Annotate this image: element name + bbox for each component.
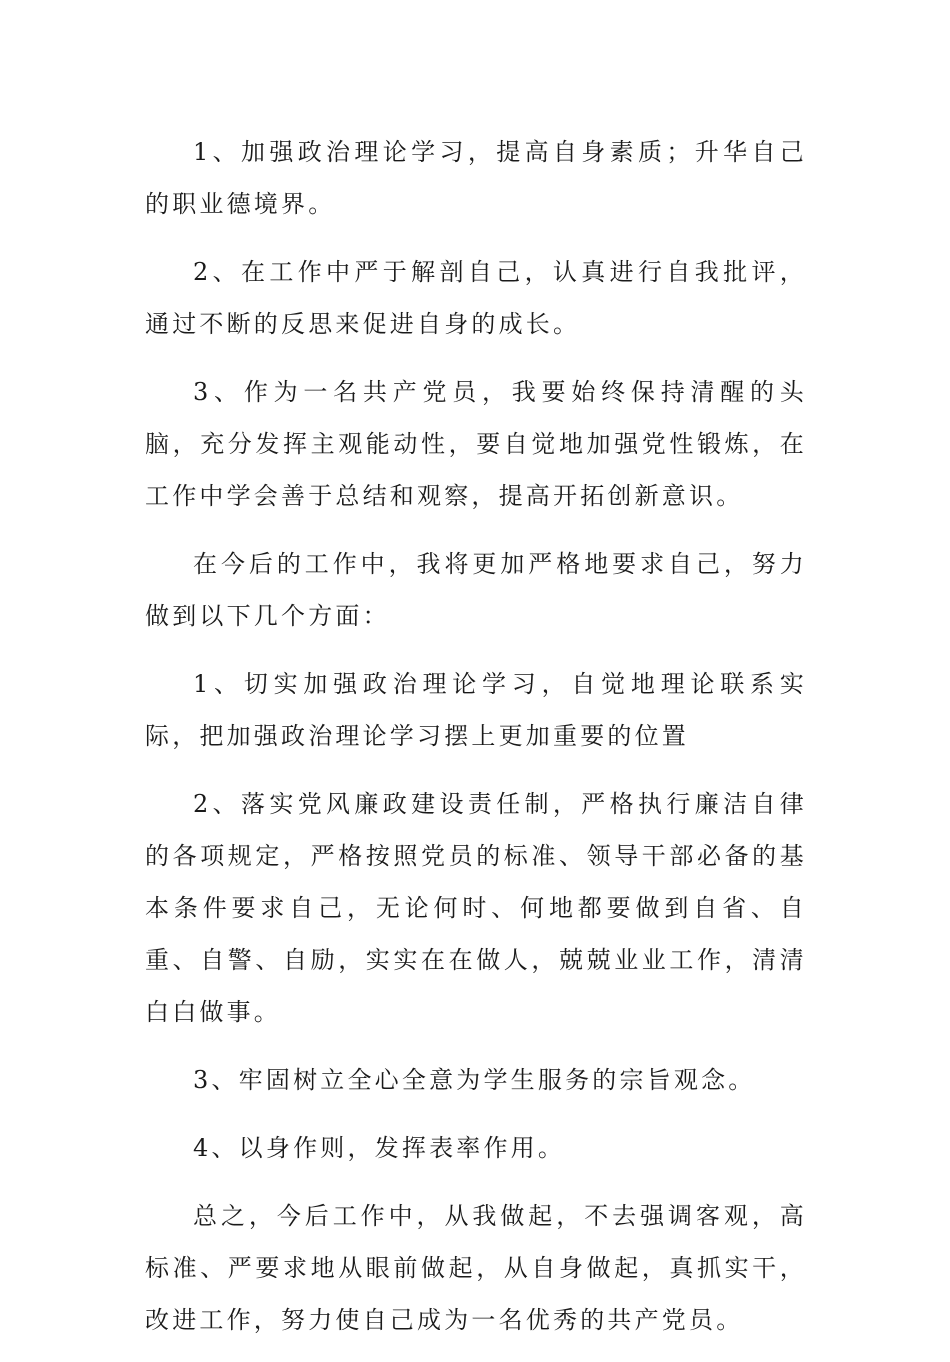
paragraph-future-4: 4、以身作则，发挥表率作用。	[193, 1134, 566, 1162]
paragraph-future-1: 1、切实加强政治理论学习，自觉地理论联系实际，把加强政治理论学习摆上更加重要的位置	[145, 670, 807, 750]
paragraph-intro-future-work: 在今后的工作中，我将更加严格地要求自己，努力做到以下几个方面：	[145, 550, 807, 630]
paragraph-future-2: 2、落实党风廉政建设责任制，严格执行廉洁自律的各项规定，严格按照党员的标准、领导干部必备的基本条件要求自己，无论何时、何地都要做到自省、自重、自警、自励，实实在在做人，兢兢业业工作，清清白白做事。	[145, 790, 807, 1026]
document-body	[145, 126, 807, 1362]
paragraph-future-3: 3、牢固树立全心全意为学生服务的宗旨观念。	[193, 1066, 756, 1094]
paragraph-point-1: 1、加强政治理论学习，提高自身素质；升华自己的职业德境界。	[145, 138, 807, 218]
paragraph-point-2: 2、在工作中严于解剖自己，认真进行自我批评，通过不断的反思来促进自身的成长。	[145, 258, 807, 338]
paragraph-point-3: 3、作为一名共产党员，我要始终保持清醒的头脑，充分发挥主观能动性，要自觉地加强党性锻炼，在工作中学会善于总结和观察，提高开拓创新意识。	[145, 378, 807, 510]
paragraph-conclusion: 总之，今后工作中，从我做起，不去强调客观，高标准、严要求地从眼前做起，从自身做起，真抓实干，改进工作，努力使自己成为一名优秀的共产党员。	[145, 1202, 807, 1334]
